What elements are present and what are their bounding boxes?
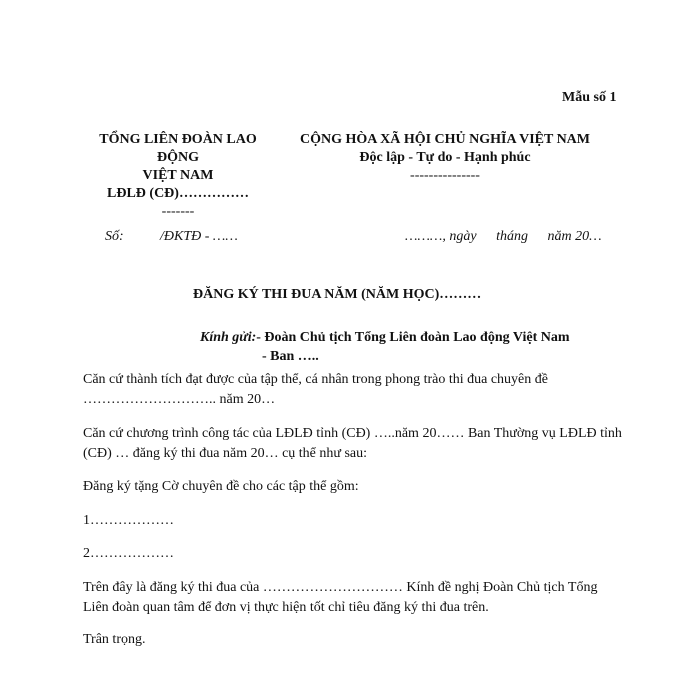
doc-number-label: Số: [105,229,124,244]
country-name: CỘNG HÒA XÃ HỘI CHỦ NGHĨA VIỆT NAM [299,132,590,147]
list-item-2: 2……………… [83,546,174,561]
date-day: ngày [449,229,477,244]
paragraph-1: Căn cứ thành tích đạt được của tập thể, cá nhân trong phong trào thi đua chuyên đề ……………………….. năm 20… [83,372,548,407]
form-number: Mẫu số 1 [562,90,617,105]
paragraph-3: Đăng ký tặng Cờ chuyên đề cho các tập thể gồm: [83,479,359,494]
right-header-divider: --------------- [410,168,480,183]
closing-text: Trân trọng. [83,632,146,647]
list-item-1: 1……………… [83,513,174,528]
left-header-line2: ĐỘNG [157,150,199,165]
recipient-line1-value: - Đoàn Chủ tịch Tổng Liên đoàn Lao động Việt Nam [256,330,570,345]
motto: Độc lập - Tự do - Hạnh phúc [359,150,531,165]
date-year: năm 20… [547,229,602,244]
paragraph-2: Căn cứ chương trình công tác của LĐLĐ tỉnh (CĐ) …..năm 20…… Ban Thường vụ LĐLĐ tỉnh (CĐ) … đăng ký thi đua năm 20… cụ thể như sau: [83,426,622,461]
left-header [84,131,272,221]
recipient [200,328,570,366]
left-header-divider: ------- [161,204,195,219]
date-month: tháng [496,229,528,244]
paragraph-4: Trên đây là đăng ký thi đua của ………………………… Kính đề nghị Đoàn Chủ tịch Tổng Liên đoàn quan tâm để đơn vị thực hiện tốt chỉ tiêu đăng ký thi đua trên. [83,580,598,615]
date-line [405,229,602,245]
recipient-line1 [200,328,570,347]
date-place: ………, [405,229,450,244]
left-header-line1: TỔNG LIÊN ĐOÀN LAO [99,132,257,147]
recipient-label: Kính gửi: [200,330,257,345]
left-header-line4: LĐLĐ (CĐ)…………… [107,186,249,201]
left-header-line3: VIỆT NAM [142,168,214,183]
doc-number-value: /ĐKTĐ - …… [160,229,238,244]
document-title: ĐĂNG KÝ THI ĐUA NĂM (NĂM HỌC)……… [193,287,482,302]
recipient-line2: - Ban ….. [262,349,319,364]
right-header [285,131,605,185]
